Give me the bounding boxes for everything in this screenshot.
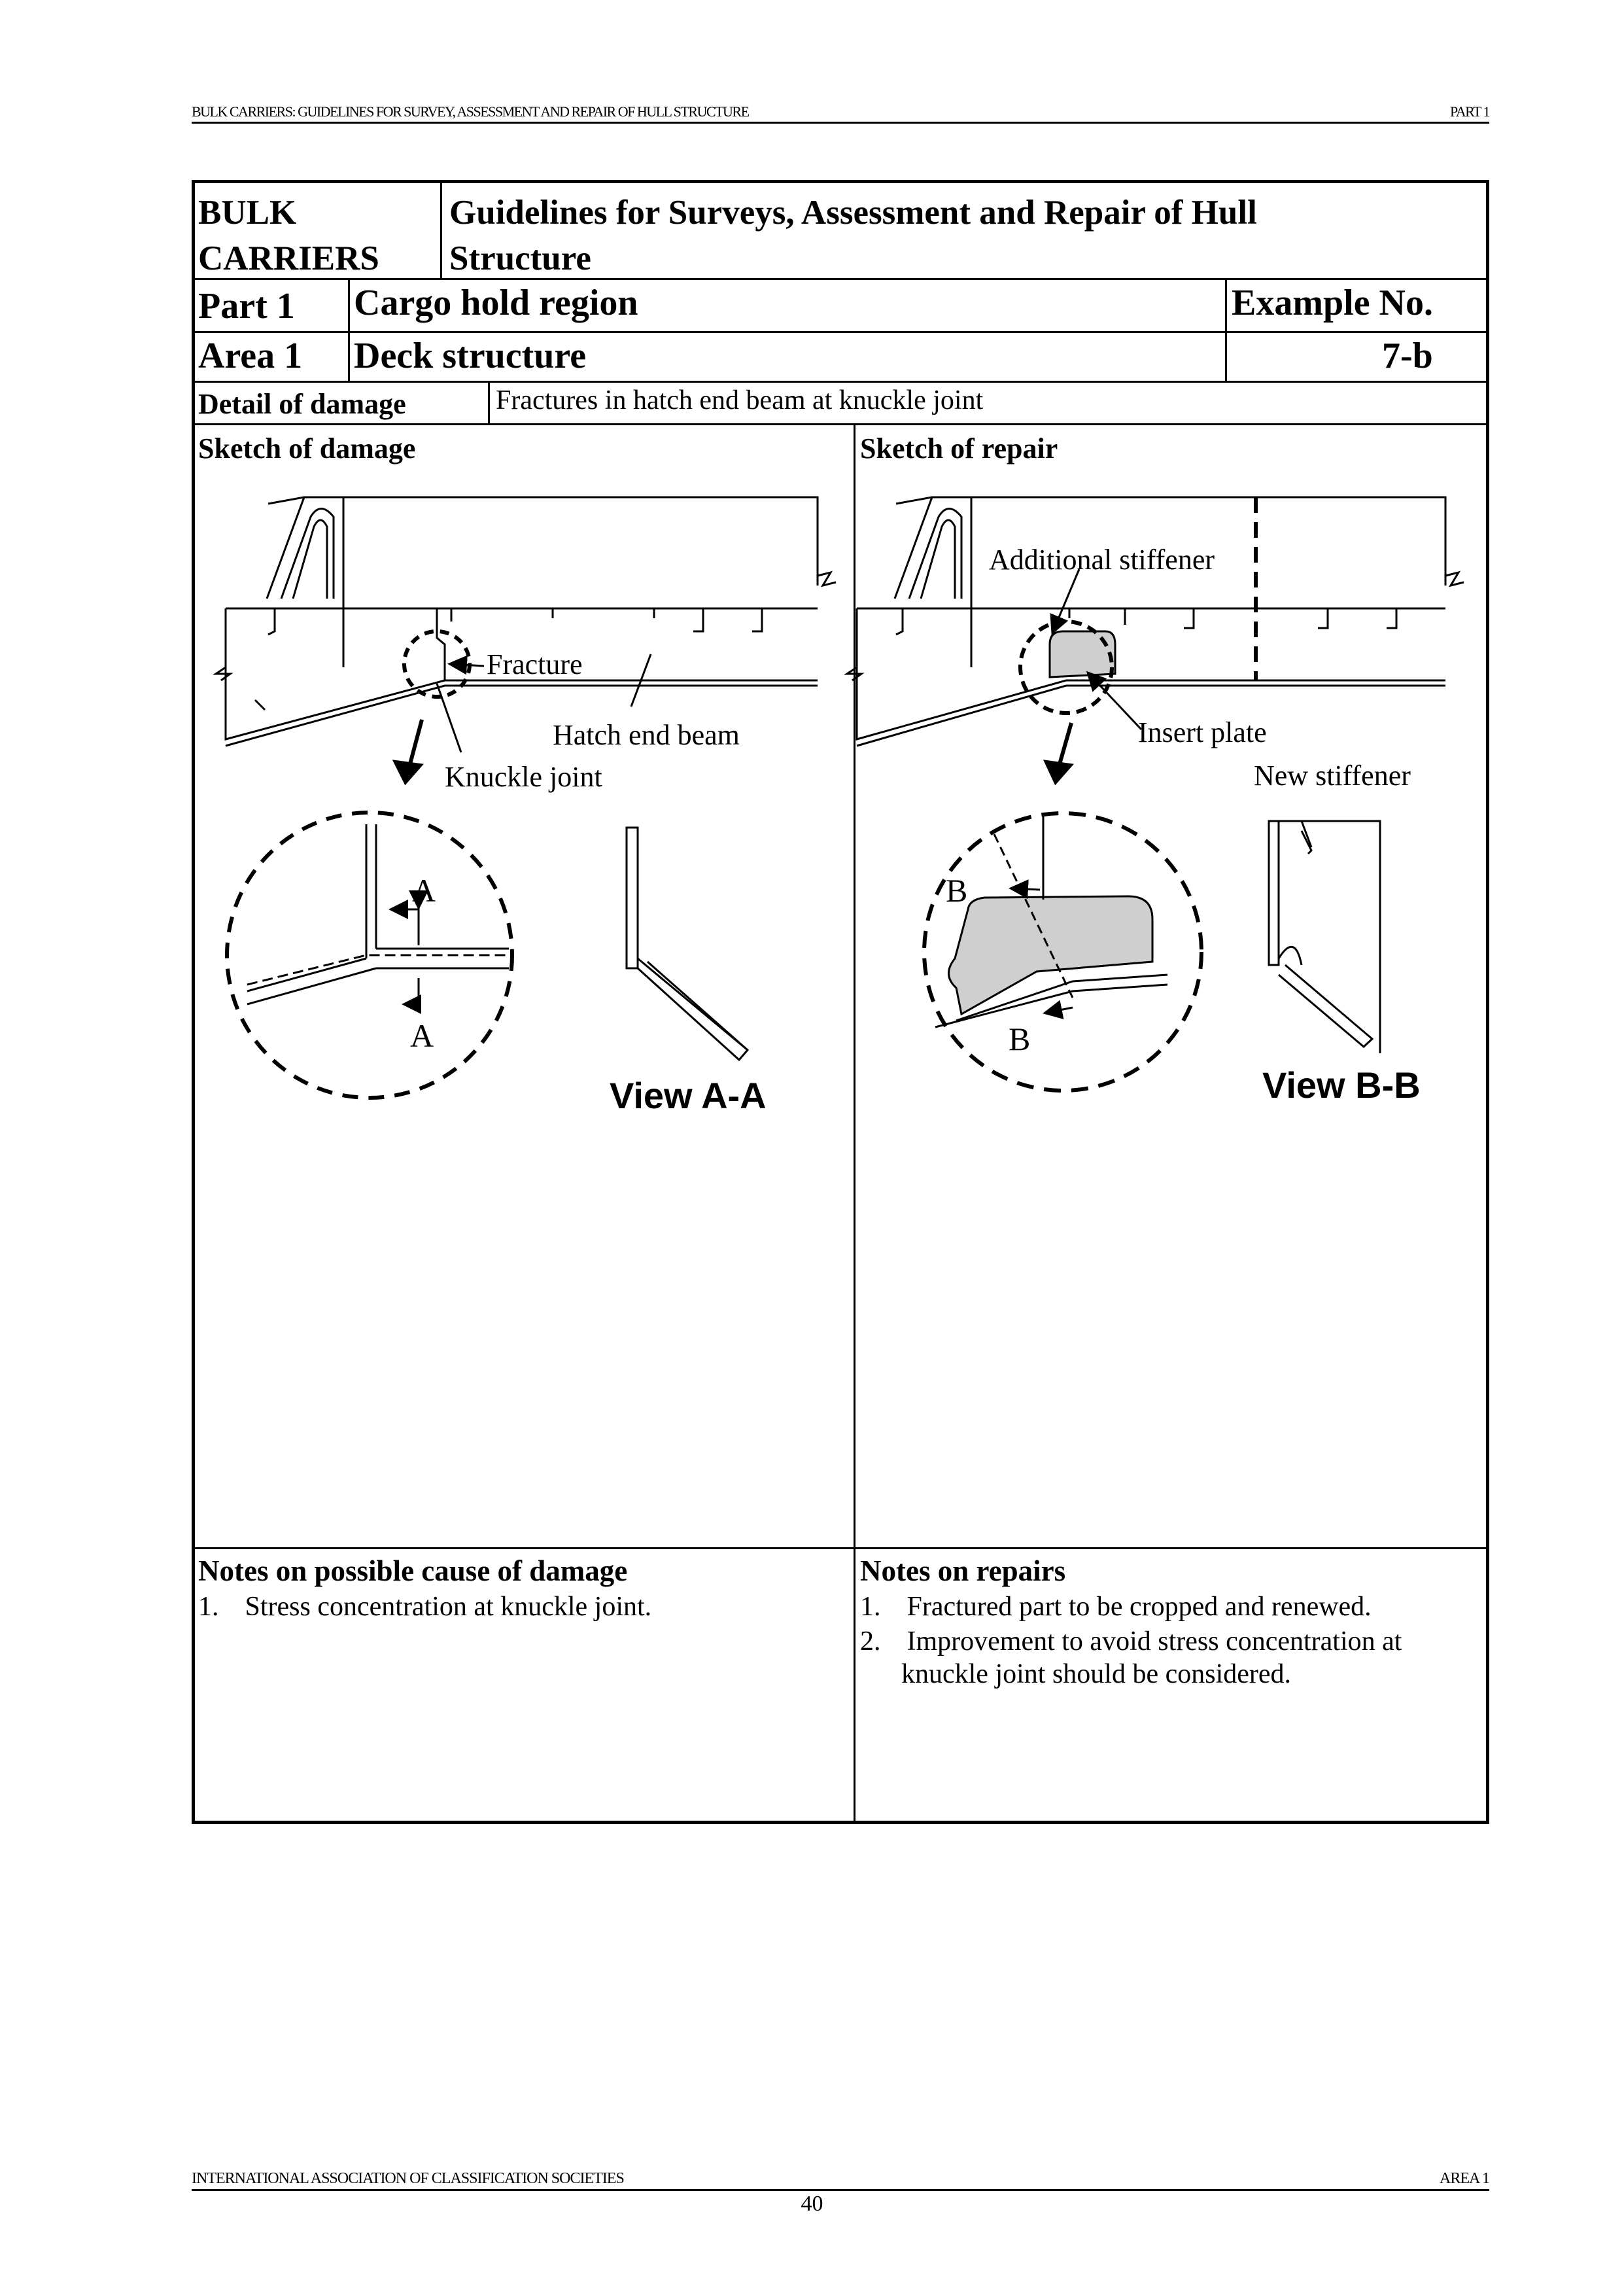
label-view-a-a: View A-A	[610, 1075, 767, 1116]
label-section-b-bottom: B	[1009, 1021, 1031, 1057]
repair-hull-profile	[847, 497, 1464, 746]
damage-detail-structure	[247, 824, 509, 1004]
label-section-a-top: A	[412, 872, 436, 909]
sketch-repair-heading: Sketch of repair	[860, 432, 1058, 464]
label-view-b-b: View B-B	[1262, 1064, 1421, 1106]
notes-cause-heading: Notes on possible cause of damage	[198, 1554, 628, 1587]
label-hatch-end-beam: Hatch end beam	[553, 719, 740, 751]
damage-hull-profile	[216, 497, 836, 746]
repair-insert-plate-small	[1050, 631, 1115, 677]
notes-cause-item-1: 1. Stress concentration at knuckle joint.	[198, 1592, 652, 1622]
view-b-b-profile	[1269, 821, 1380, 1053]
notes-repair-item-1: 1. Fractured part to be cropped and renewed.	[860, 1592, 1372, 1622]
view-a-a-profile	[627, 828, 748, 1060]
notes-repair-heading: Notes on repairs	[860, 1554, 1066, 1587]
running-footer-org: INTERNATIONAL ASSOCIATION OF CLASSIFICATION SOCIETIES	[192, 2170, 624, 2187]
notes-repair-item-2-cont: knuckle joint should be considered.	[901, 1659, 1292, 1689]
part-value: Cargo hold region	[354, 283, 638, 323]
running-footer-area: AREA 1	[1439, 2170, 1489, 2187]
label-knuckle-joint: Knuckle joint	[445, 761, 602, 793]
detail-value: Fractures in hatch end beam at knuckle joint	[496, 385, 984, 415]
label-new-stiffener: New stiffener	[1254, 760, 1411, 792]
label-additional-stiffener: Additional stiffener	[989, 544, 1215, 576]
area-value: Deck structure	[354, 336, 587, 376]
sketch-damage-heading: Sketch of damage	[198, 432, 416, 464]
detail-label: Detail of damage	[198, 388, 406, 420]
page-number: 40	[801, 2192, 823, 2216]
running-footer	[192, 2169, 1489, 2191]
running-header-title: BULK CARRIERS: GUIDELINES FOR SURVEY, ASSESSMENT AND REPAIR OF HULL STRUCTURE	[192, 103, 749, 120]
guideline-title: Guidelines for Surveys, Assessment and Repair of Hull Structure	[449, 194, 1257, 277]
damage-detail-arrow	[396, 720, 422, 782]
repair-leaders	[1053, 569, 1311, 847]
label-fracture: Fracture	[487, 648, 583, 680]
category-label: BULK CARRIERS	[198, 194, 379, 277]
running-header-part: PART 1	[1450, 103, 1489, 120]
area-label: Area 1	[198, 336, 303, 376]
label-insert-plate: Insert plate	[1138, 716, 1267, 748]
label-section-a-bottom: A	[410, 1017, 434, 1054]
example-label: Example No.	[1232, 283, 1433, 323]
label-section-b-top: B	[946, 872, 968, 909]
repair-detail-arrow	[1046, 723, 1071, 782]
notes-repair-item-2: 2. Improvement to avoid stress concentration at	[860, 1626, 1402, 1656]
example-value: 7-b	[1382, 336, 1433, 376]
part-label: Part 1	[198, 286, 295, 326]
